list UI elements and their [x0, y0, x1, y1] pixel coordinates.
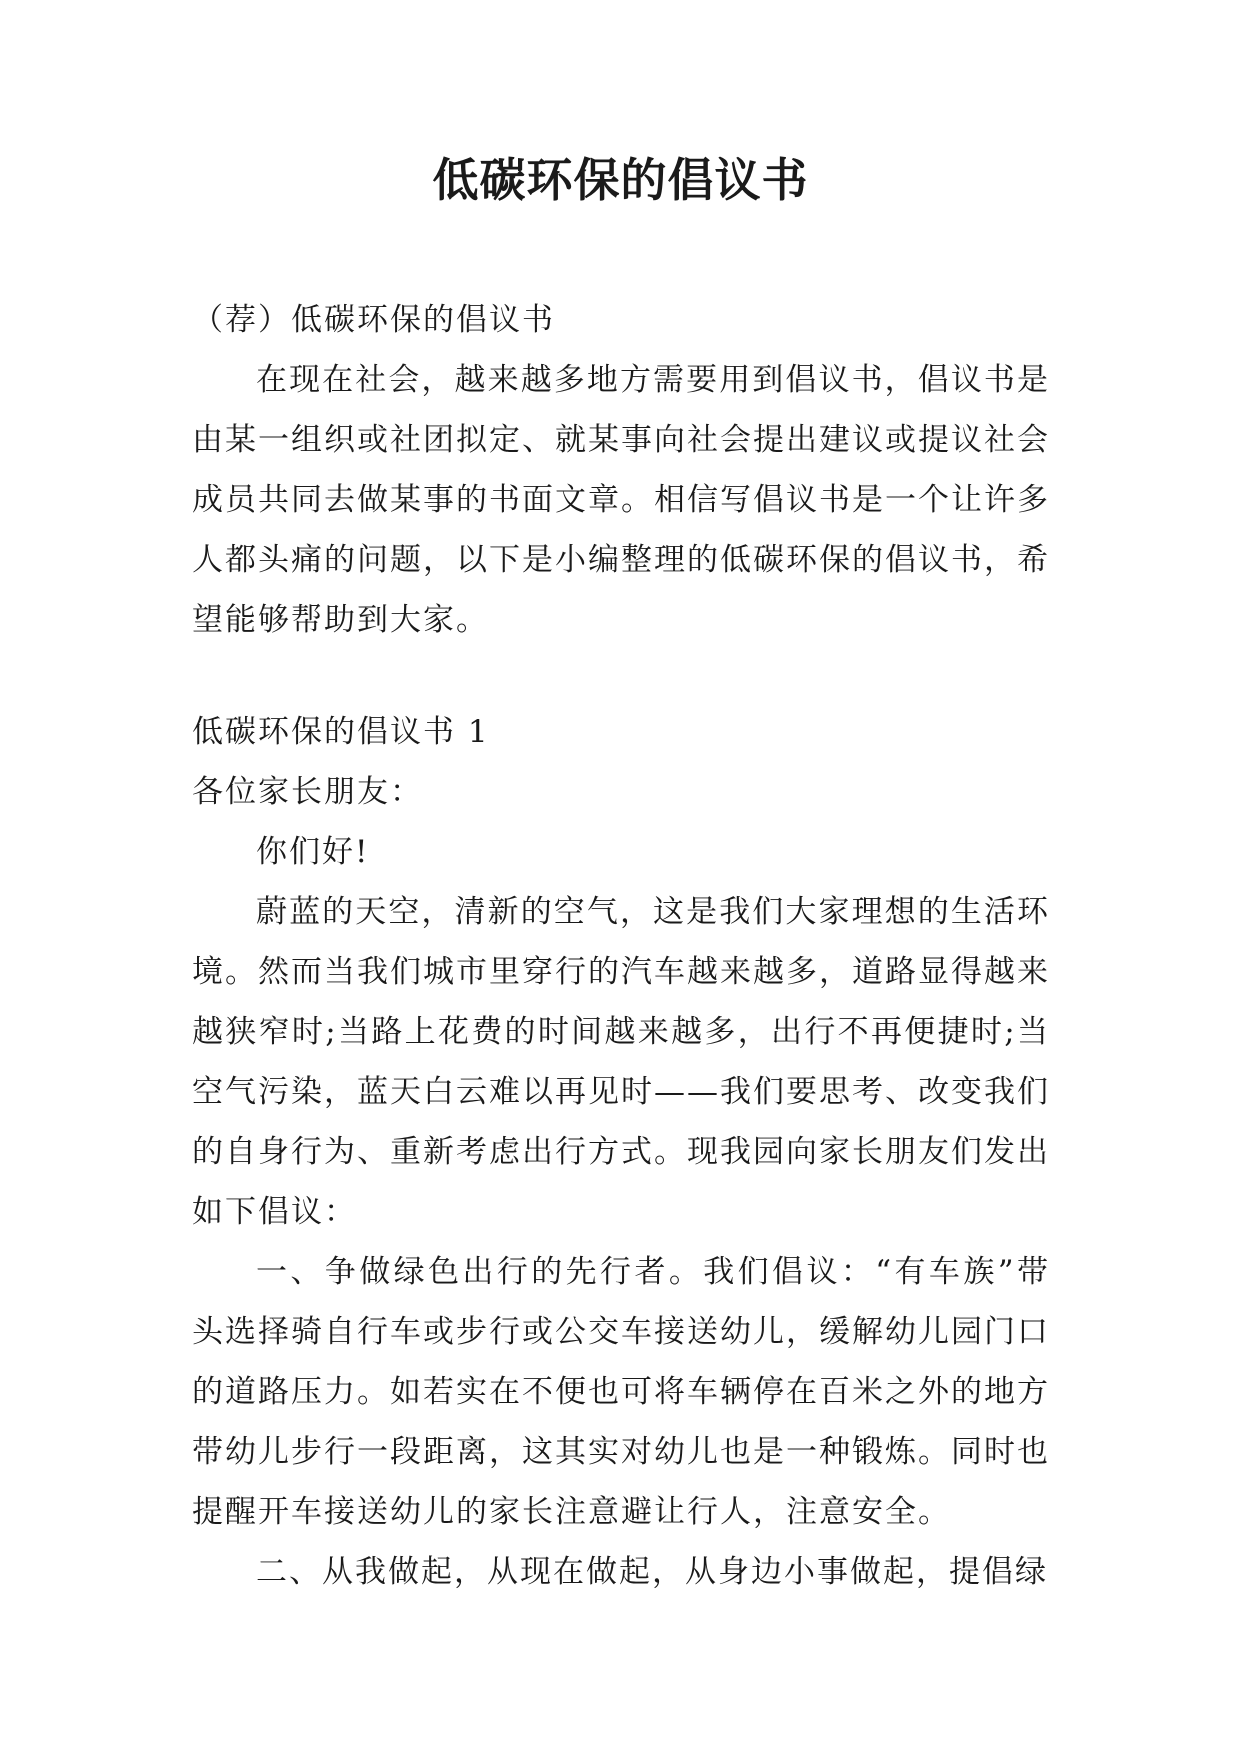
- body-paragraph-2: 一、争做绿色出行的先行者。我们倡议：“有车族”带头选择骑自行车或步行或公交车接送幼儿，缓解幼儿园门口的道路压力。如若实在不便也可将车辆停在百米之外的地方带幼儿步行一段距离，这其实对幼儿也是一种锻炼。同时也提醒开车接送幼儿的家长注意避让行人，注意安全。: [192, 1254, 1050, 1530]
- section-heading: 低碳环保的倡议书 1: [192, 714, 490, 750]
- document-title: 低碳环保的倡议书: [432, 153, 809, 207]
- paragraph-gap: [192, 650, 1050, 702]
- intro-paragraph: 在现在社会，越来越多地方需要用到倡议书，倡议书是由某一组织或社团拟定、就某事向社会提出建议或提议社会成员共同去做某事的书面文章。相信写倡议书是一个让许多人都头痛的问题，以下是小编整理的低碳环保的倡议书，希望能够帮助到大家。: [192, 362, 1050, 638]
- greeting: 你们好!: [256, 834, 370, 870]
- salutation: 各位家长朋友：: [192, 774, 423, 810]
- document-body: [192, 290, 1050, 1602]
- body-paragraph-3: 二、从我做起，从现在做起，从身边小事做起，提倡绿: [256, 1554, 1048, 1590]
- subtitle: （荐）低碳环保的倡议书: [192, 302, 555, 338]
- body-paragraph-1: 蔚蓝的天空，清新的空气，这是我们大家理想的生活环境。然而当我们城市里穿行的汽车越来越多，道路显得越来越狭窄时;当路上花费的时间越来越多，出行不再便捷时;当空气污染，蓝天白云难以再见时——我们要思考、改变我们的自身行为、重新考虑出行方式。现我园向家长朋友们发出如下倡议：: [192, 894, 1050, 1230]
